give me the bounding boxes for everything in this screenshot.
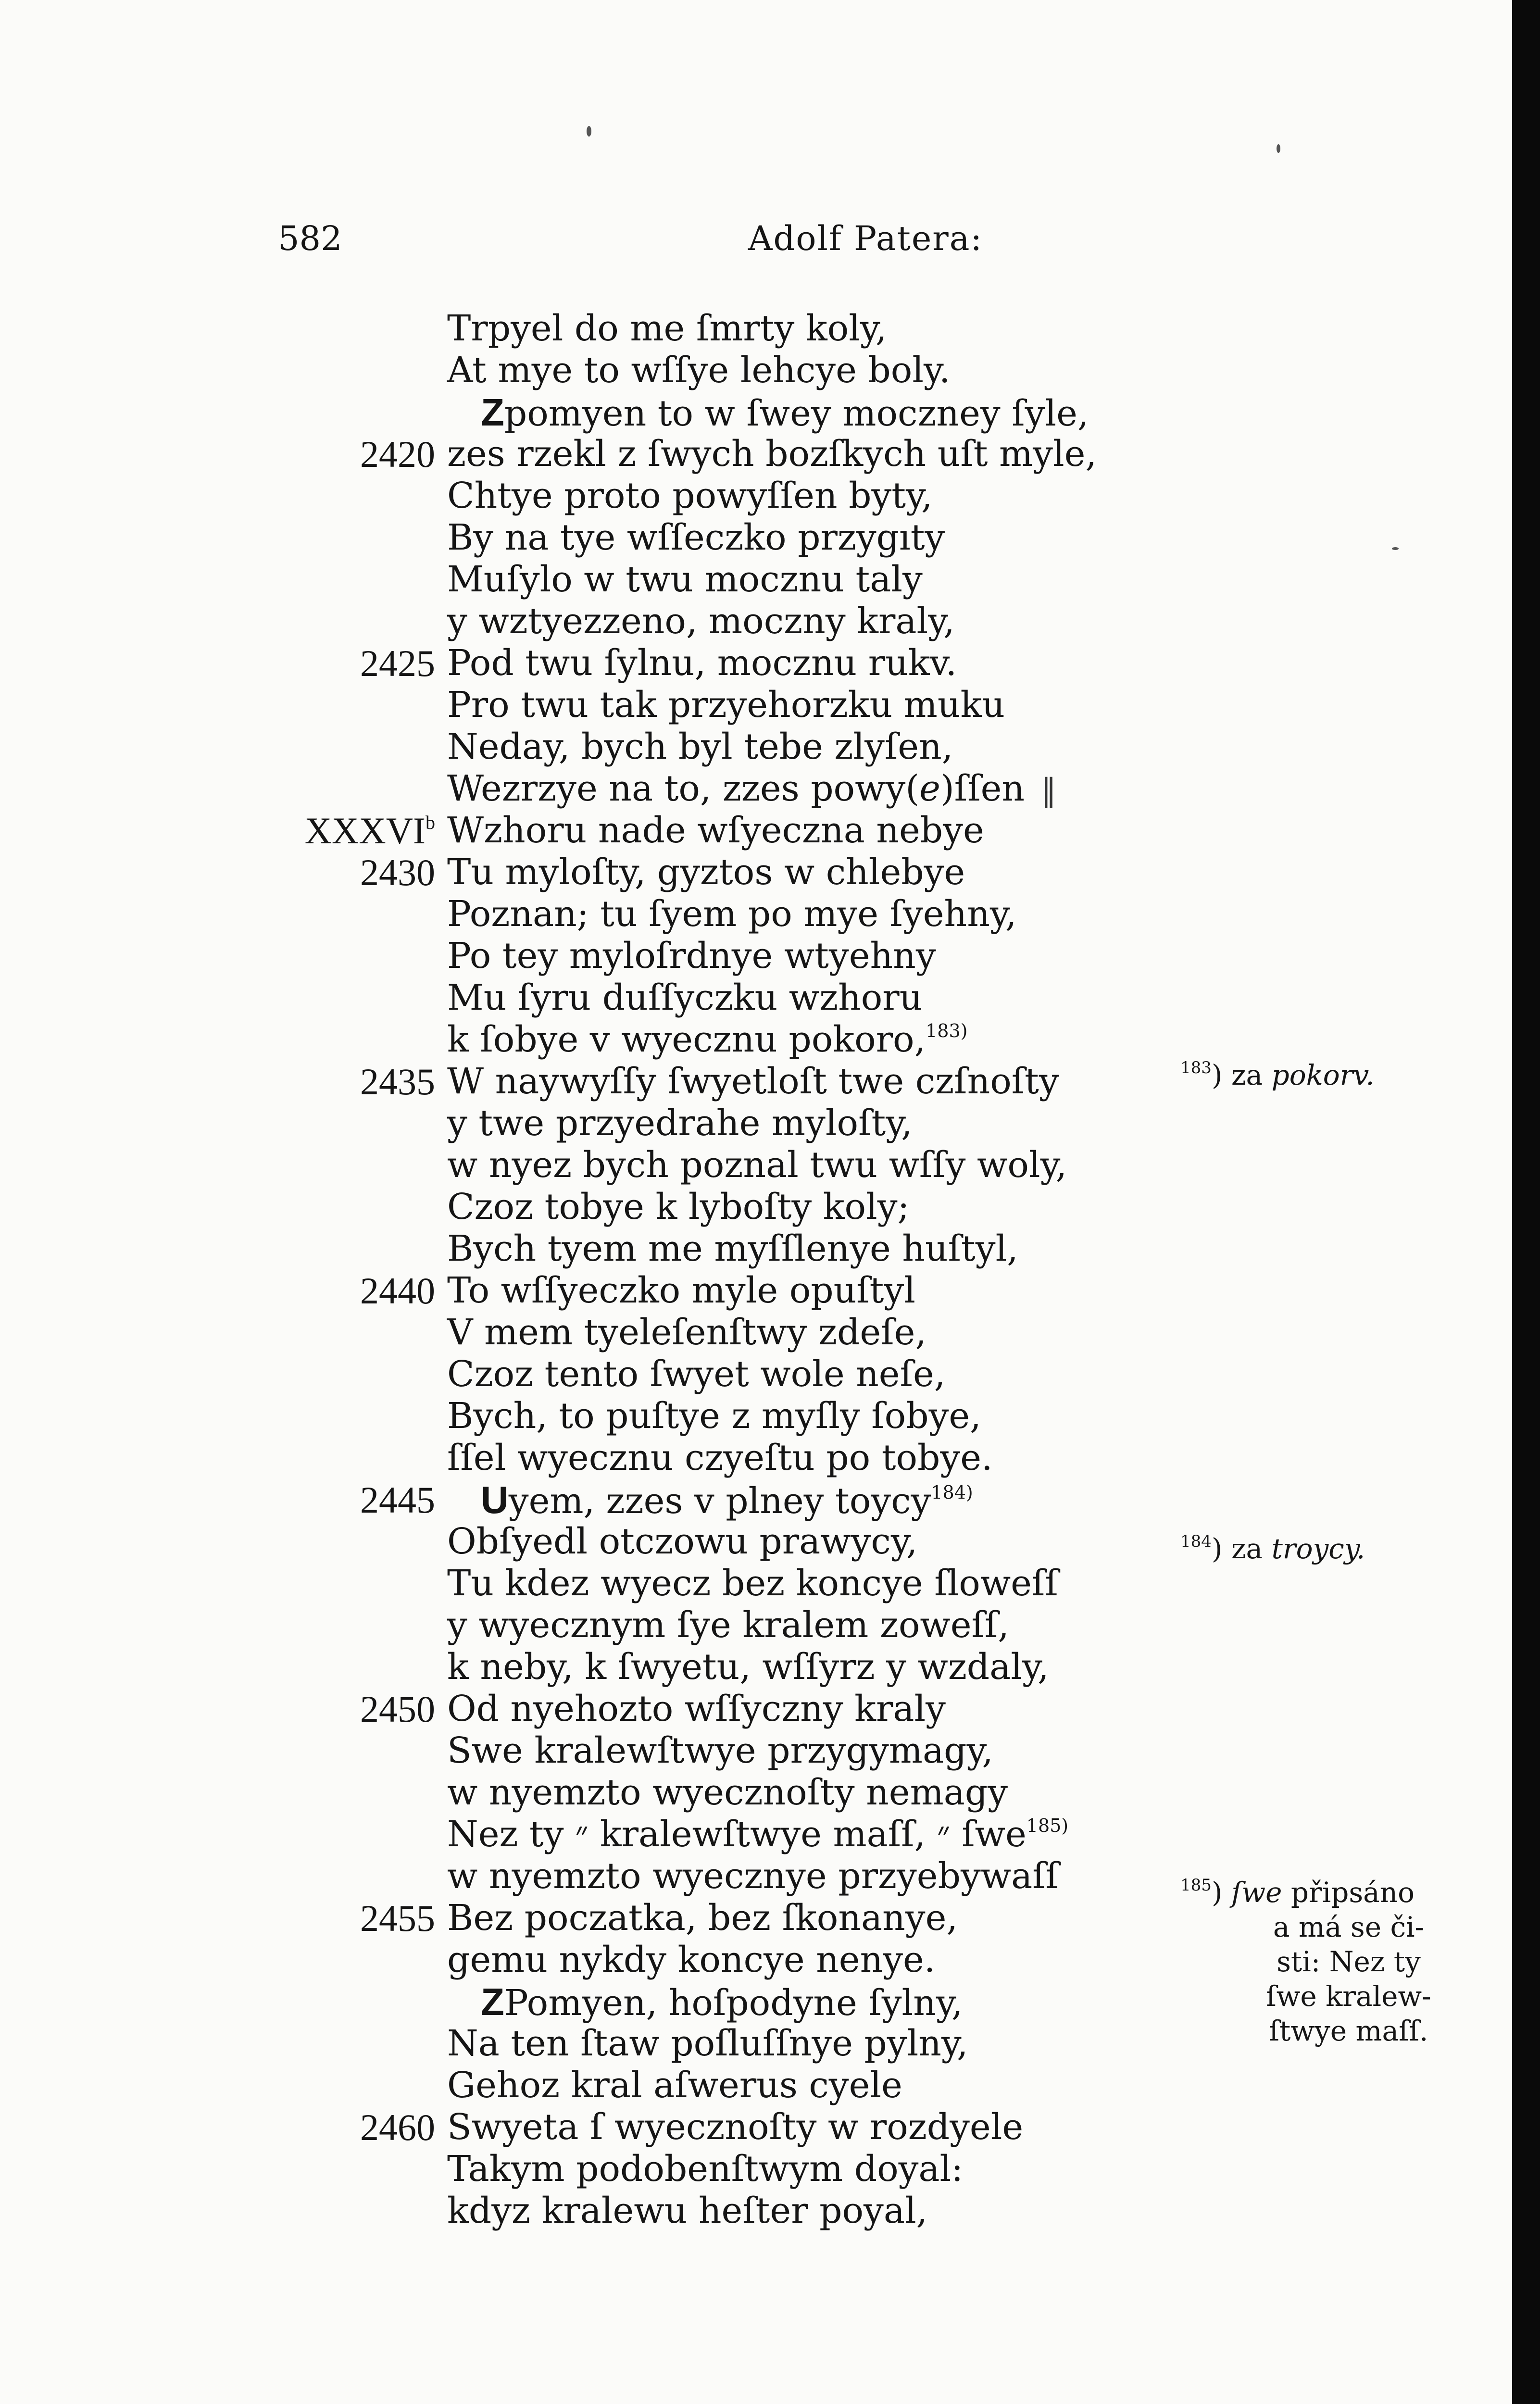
verse-text: Bych tyem me myſſlenye huſtyl, xyxy=(447,1228,1018,1269)
verse-text: Zpomyen to w ſwey moczney ſyle, xyxy=(481,391,1089,434)
footnote-ref: 185) xyxy=(1026,1815,1069,1836)
footnote-number: $^{185}$) xyxy=(1180,1876,1231,1909)
line-number: 2440 xyxy=(360,1270,435,1312)
verse-line xyxy=(0,935,1540,977)
verse-text: Pod twu ſylnu, mocznu rukv. xyxy=(447,642,957,684)
verse-text: Po tey myloſrdnye wtyehny xyxy=(447,935,936,977)
initial-letter: Z xyxy=(481,1980,504,2023)
footnote-185 xyxy=(1180,1875,1459,2048)
verse-line xyxy=(0,1814,1540,1855)
verse-text: Nez ty ״ kralewſtwye maſſ, ״ ſwe$^{185)}$ xyxy=(447,1814,1069,1855)
verse-text: k neby, k ſwyetu, wſſyrz y wzdaly, xyxy=(447,1646,1049,1688)
verse-text: ſſel wyecznu czyeſtu po tobye. xyxy=(447,1437,993,1478)
verse-text: Wezrzye na to, zzes powy(e)ſſen ‖ xyxy=(447,768,1056,812)
verse-line xyxy=(0,1186,1540,1228)
verse-text: Swyeta ſ wyecznoſty w rozdyele xyxy=(447,2106,1024,2148)
verse-text: Bez poczatka, bez ſkonanye, xyxy=(447,1897,958,1939)
verse-text: Pro twu tak przyehorzku muku xyxy=(447,684,1005,726)
footnote-italic: pokorv. xyxy=(1271,1059,1375,1091)
verse-text: Chtye proto powyſſen byty, xyxy=(447,475,933,516)
initial-letter: Z xyxy=(481,391,504,434)
footnote-italic: troycy. xyxy=(1271,1532,1365,1565)
verse-line xyxy=(0,1437,1540,1479)
verse-text: Muſylo w twu mocznu taly xyxy=(447,559,923,600)
line-number: 2460 xyxy=(360,2106,435,2148)
verse-text: w nyemzto wyecznye przyebywaſſ xyxy=(447,1855,1059,1897)
line-number: 2445 xyxy=(360,1479,435,1521)
verse-line xyxy=(0,1395,1540,1437)
verse-line xyxy=(0,559,1540,601)
verse-line xyxy=(0,1563,1540,1604)
footnote-number: $^{183}$) xyxy=(1180,1058,1231,1091)
verse-line xyxy=(0,2148,1540,2190)
verse-text: Gehoz kral aſwerus cyele xyxy=(447,2065,902,2106)
verse-text: Neday, bych byl tebe zlyſen, xyxy=(447,726,953,767)
line-number: 2450 xyxy=(360,1688,435,1730)
verse-text: Poznan; tu ſyem po mye ſyehny, xyxy=(447,893,1017,935)
line-number: 2425 xyxy=(360,642,435,684)
line-number: 2455 xyxy=(360,1897,435,1939)
line-number: 2420 xyxy=(360,433,435,475)
verse-line xyxy=(0,1646,1540,1688)
verse-text: kdyz kralewu heſter poyal, xyxy=(447,2190,928,2231)
footnote-continuation: ſwe kralew- xyxy=(1266,1980,1431,2013)
verse-text: Od nyehozto wſſyczny kraly xyxy=(447,1688,946,1729)
folio-mark: ‖ xyxy=(1041,773,1057,808)
verse-line xyxy=(0,517,1540,559)
verse-text: ZPomyen, hoſpodyne ſylny, xyxy=(481,1980,963,2024)
initial-letter: U xyxy=(481,1478,509,1521)
verse-line xyxy=(0,1688,1540,1730)
verse-text: w nyez bych poznal twu wſſy woly, xyxy=(447,1144,1067,1186)
line-number: 2430 xyxy=(360,851,435,893)
footnote-text: připsáno xyxy=(1282,1876,1415,1909)
verse-line xyxy=(0,893,1540,935)
line-number: XXXVI$^b$ xyxy=(304,810,435,851)
verse-line xyxy=(0,1019,1540,1061)
verse-line xyxy=(0,642,1540,684)
verse-text: Czoz tento ſwyet wole neſe, xyxy=(447,1353,946,1395)
verse-line xyxy=(0,1772,1540,1814)
footnote-183 xyxy=(1180,1058,1375,1092)
verse-text: w nyemzto wyecznoſty nemagy xyxy=(447,1772,1008,1813)
verse-text: By na tye wſſeczko przygıty xyxy=(447,517,945,558)
verse-text: y twe przyedrahe myloſty, xyxy=(447,1102,913,1144)
verse-text: Obſyedl otczowu prawycy, xyxy=(447,1521,918,1562)
verse-text: Uyem, zzes v plney toycy$^{184)}$ xyxy=(481,1478,973,1522)
verse-line xyxy=(0,391,1540,433)
footnote-number: $^{184}$) xyxy=(1180,1532,1231,1565)
scan-speck xyxy=(1277,144,1280,153)
verse-line xyxy=(0,2065,1540,2106)
verse-line xyxy=(0,726,1540,768)
footnote-italic: ſwe xyxy=(1231,1876,1282,1909)
verse-text: Na ten ſtaw poſluſſnye pylny, xyxy=(447,2023,968,2064)
scan-speck xyxy=(1392,547,1399,550)
verse-line xyxy=(0,350,1540,391)
verse-line xyxy=(0,433,1540,475)
footnote-continuation: sti: Nez ty xyxy=(1277,1945,1421,1978)
footnote-ref: 184) xyxy=(931,1482,973,1503)
verse-line xyxy=(0,1353,1540,1395)
verse-line xyxy=(0,475,1540,517)
footnote-184 xyxy=(1180,1531,1365,1566)
verse-line xyxy=(0,768,1540,810)
footnote-text: za xyxy=(1231,1532,1272,1565)
page-number: 582 xyxy=(278,219,342,258)
verse-line xyxy=(0,1144,1540,1186)
verse-line xyxy=(0,1102,1540,1144)
verse-text: Wzhoru nade wſyeczna nebye xyxy=(447,810,984,851)
verse-line xyxy=(0,308,1540,350)
footnote-text: za xyxy=(1231,1059,1272,1091)
verse-line xyxy=(0,851,1540,893)
verse-text: y wztyezzeno, moczny kraly, xyxy=(447,601,955,642)
verse-text: y wyecznym ſye kralem zoweſſ, xyxy=(447,1604,1009,1646)
verse-line xyxy=(0,1479,1540,1521)
footnote-continuation: a má se či- xyxy=(1273,1911,1425,1943)
verse-text: Czoz tobye k lyboſty koly; xyxy=(447,1186,910,1227)
verse-text: k ſobye v wyecznu pokoro,$^{183)}$ xyxy=(447,1019,968,1060)
footnote-continuation: ſtwye maſſ. xyxy=(1269,2015,1428,2047)
verse-text: Swe kralewſtwye przygymagy, xyxy=(447,1730,993,1771)
verse-text: Tu myloſty, gyztos w chlebye xyxy=(447,851,965,893)
line-number: 2435 xyxy=(360,1061,435,1102)
scan-speck xyxy=(587,126,591,137)
verse-text: gemu nykdy koncye nenye. xyxy=(447,1939,936,1980)
verse-line xyxy=(0,810,1540,851)
verse-line xyxy=(0,1604,1540,1646)
verse-line xyxy=(0,977,1540,1019)
verse-line xyxy=(0,1228,1540,1270)
verse-text: To wſſyeczko myle opuſtyl xyxy=(447,1270,915,1311)
verse-line xyxy=(0,1312,1540,1353)
verse-line xyxy=(0,684,1540,726)
verse-line xyxy=(0,601,1540,642)
verse-line xyxy=(0,2190,1540,2232)
verse-text: zes rzekl z ſwych bozſkych uſt myle, xyxy=(447,433,1097,475)
running-head: Adolf Patera: xyxy=(748,219,983,258)
page-header xyxy=(0,219,1540,257)
verse-line xyxy=(0,2106,1540,2148)
verse-text: Takym podobenſtwym doyal: xyxy=(447,2148,964,2190)
verse-text: W naywyſſy ſwyetloſt twe czſnoſty xyxy=(447,1061,1059,1102)
verse-line xyxy=(0,1270,1540,1312)
verse-text: V mem tyeleſenſtwy zdeſe, xyxy=(447,1312,927,1353)
verse-text: Bych, to puſtye z myſly ſobye, xyxy=(447,1395,981,1437)
verse-text: Trpyel do me ſmrty koly, xyxy=(447,308,887,349)
verse-text: Mu ſyru duſſyczku wzhoru xyxy=(447,977,923,1018)
footnote-ref: 183) xyxy=(926,1020,968,1041)
verse-text: Tu kdez wyecz bez koncye ſloweſſ xyxy=(447,1563,1058,1604)
verse-line xyxy=(0,1730,1540,1772)
verse-text: At mye to wſſye lehcye boly. xyxy=(447,350,951,391)
